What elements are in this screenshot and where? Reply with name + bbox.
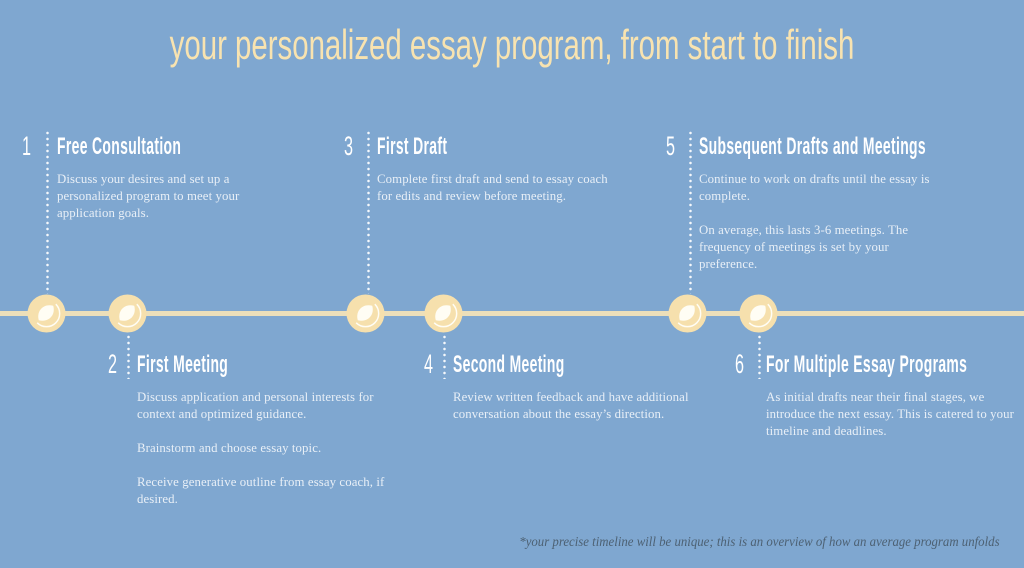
dotted-connector-step-6 — [758, 334, 761, 379]
step-paragraph: On average, this lasts 3-6 meetings. The frequency of meetings is set by your preference. — [699, 223, 909, 271]
step-paragraph: Complete first draft and send to essay coach for edits and review before meeting. — [377, 172, 608, 203]
timeline-marker — [739, 294, 778, 333]
step-number: 1 — [22, 131, 32, 161]
step-description — [137, 389, 387, 508]
pen-nib-leaf-icon — [346, 320, 385, 337]
step-paragraph: Receive generative outline from essay coach, if desired. — [137, 475, 385, 506]
step-description — [377, 171, 617, 205]
step-heading: First Draft — [377, 133, 448, 160]
step-heading: Second Meeting — [453, 351, 565, 378]
pen-nib-leaf-icon — [739, 320, 778, 337]
dotted-connector-step-4 — [443, 334, 446, 379]
timeline-marker — [27, 294, 66, 333]
step-number: 4 — [424, 349, 434, 379]
timeline-marker — [424, 294, 463, 333]
pen-nib-leaf-icon — [668, 320, 707, 337]
step-heading: For Multiple Essay Programs — [766, 351, 968, 378]
step-number: 5 — [666, 131, 676, 161]
dotted-connector-step-1 — [46, 130, 49, 294]
step-description — [699, 171, 942, 273]
step-paragraph: As initial drafts near their final stages, we introduce the next essay. This is catered to your timeline and deadlines. — [766, 390, 1014, 438]
pen-nib-leaf-icon — [108, 320, 147, 337]
step-paragraph: Discuss application and personal interests for context and optimized guidance. — [137, 390, 374, 421]
pen-nib-leaf-icon — [424, 320, 463, 337]
dotted-connector-step-5 — [689, 130, 692, 294]
timeline-marker — [108, 294, 147, 333]
step-number: 3 — [344, 131, 354, 161]
step-description — [57, 171, 271, 222]
step-description — [766, 389, 1020, 440]
dotted-connector-step-2 — [127, 334, 130, 379]
timeline-line — [0, 311, 1024, 316]
step-heading: Subsequent Drafts and Meetings — [699, 133, 927, 160]
step-number: 6 — [735, 349, 745, 379]
timeline-marker — [668, 294, 707, 333]
timeline-marker — [346, 294, 385, 333]
step-description — [453, 389, 700, 423]
page-title: your personalized essay program, from start to finish — [169, 21, 855, 68]
step-paragraph: Review written feedback and have additional conversation about the essay’s direction. — [453, 390, 689, 421]
step-heading: First Meeting — [137, 351, 229, 378]
footnote: *your precise timeline will be unique; this is an overview of how an average program unfolds — [519, 534, 1000, 549]
dotted-connector-step-3 — [367, 130, 370, 294]
pen-nib-leaf-icon — [27, 320, 66, 337]
step-heading: Free Consultation — [57, 133, 182, 160]
step-paragraph: Continue to work on drafts until the essay is complete. — [699, 172, 930, 203]
step-paragraph: Brainstorm and choose essay topic. — [137, 441, 322, 455]
step-paragraph: Discuss your desires and set up a personalized program to meet your application goals. — [57, 172, 240, 220]
step-number: 2 — [108, 349, 118, 379]
